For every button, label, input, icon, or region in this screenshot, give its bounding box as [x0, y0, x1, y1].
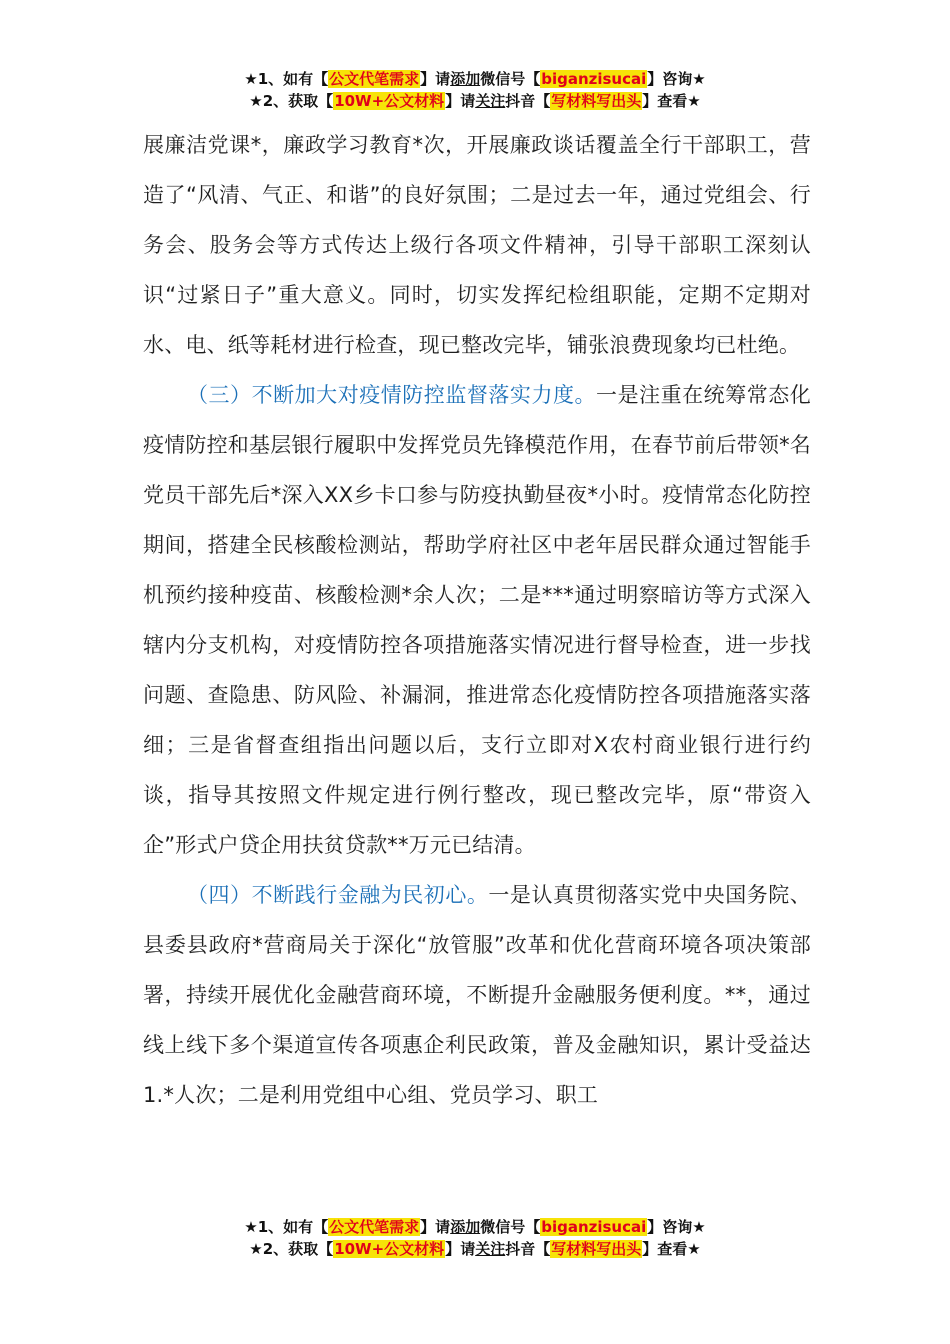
- banner-line-2: [0, 1238, 950, 1260]
- banner-highlight: biganzisucai: [541, 1218, 647, 1236]
- banner-text: 】查看★: [642, 1240, 701, 1258]
- banner-text: 】咨询★: [647, 1218, 706, 1236]
- banner-text: ★1、如有【: [244, 70, 329, 88]
- banner-line-1: [0, 68, 950, 90]
- banner-text: ★2、获取【: [249, 1240, 334, 1258]
- section-heading-4: （四）不断践行金融为民初心。: [187, 883, 489, 907]
- banner-text: ★1、如有【: [244, 1218, 329, 1236]
- document-body: [143, 120, 811, 1120]
- banner-text: 】请: [420, 1218, 451, 1236]
- banner-text: 】查看★: [642, 92, 701, 110]
- banner-highlight: 写材料写出头: [551, 92, 642, 110]
- banner-text: 微信号【: [480, 70, 541, 88]
- paragraph-3: [143, 870, 811, 1120]
- paragraph-1: 展廉洁党课*，廉政学习教育*次，开展廉政谈话覆盖全行干部职工，营造了“风清、气正、和谐”的良好氛围；二是过去一年，通过党组会、行务会、股务会等方式传达上级行各项文件精神，引导干部职工深刻认识“过紧日子”重大意义。同时，切实发挥纪检组职能，定期不定期对水、电、纸等耗材进行检查，现已整改完毕，铺张浪费现象均已杜绝。: [143, 133, 811, 357]
- banner-text: 】请: [445, 1240, 476, 1258]
- banner-text: 抖音【: [505, 92, 551, 110]
- banner-line-2: [0, 90, 950, 112]
- banner-highlight: 10W+公文材料: [334, 92, 445, 110]
- banner-text: 抖音【: [505, 1240, 551, 1258]
- banner-underlined-text: 添加: [450, 1218, 481, 1236]
- banner-highlight: 公文代笔需求: [329, 70, 420, 88]
- paragraph-body: 一是认真贯彻落实党中央国务院、县委县政府*营商局关于深化“放管服”改革和优化营商环境各项决策部署，持续开展优化金融营商环境，不断提升金融服务便利度。**，通过线上线下多个渠道宣传各项惠企利民政策，普及金融知识，累计受益达1.*人次；二是利用党组中心组、党员学习、职工: [143, 883, 811, 1107]
- banner-underlined-text: 添加: [450, 70, 481, 88]
- paragraph-body: 一是注重在统筹常态化疫情防控和基层银行履职中发挥党员先锋模范作用，在春节前后带领*名党员干部先后*深入XX乡卡口参与防疫执勤昼夜*小时。疫情常态化防控期间，搭建全民核酸检测站，帮助学府社区中老年居民群众通过智能手机预约接种疫苗、核酸检测*余人次；二是***通过明察暗访等方式深入辖内分支机构，对疫情防控各项措施落实情况进行督导检查，进一步找问题、查隐患、防风险、补漏洞，推进常态化疫情防控各项措施落实落细；三是省督查组指出问题以后，支行立即对X农村商业银行进行约谈，指导其按照文件规定进行例行整改，现已整改完毕，原“带资入企”形式户贷企用扶贫贷款**万元已结清。: [143, 383, 811, 857]
- banner-underlined-text: 关注: [475, 92, 506, 110]
- banner-text: 微信号【: [480, 1218, 541, 1236]
- banner-underlined-text: 关注: [475, 1240, 506, 1258]
- banner-highlight: biganzisucai: [541, 70, 647, 88]
- banner-text: ★2、获取【: [249, 92, 334, 110]
- banner-highlight: 公文代笔需求: [329, 1218, 420, 1236]
- paragraph-2: [143, 370, 811, 870]
- section-heading-3: （三）不断加大对疫情防控监督落实力度。: [187, 383, 597, 407]
- banner-text: 】咨询★: [647, 70, 706, 88]
- banner-highlight: 10W+公文材料: [334, 1240, 445, 1258]
- footer-banner: [0, 1216, 950, 1260]
- banner-text: 】请: [420, 70, 451, 88]
- banner-highlight: 写材料写出头: [551, 1240, 642, 1258]
- banner-line-1: [0, 1216, 950, 1238]
- banner-text: 】请: [445, 92, 476, 110]
- header-banner: [0, 68, 950, 112]
